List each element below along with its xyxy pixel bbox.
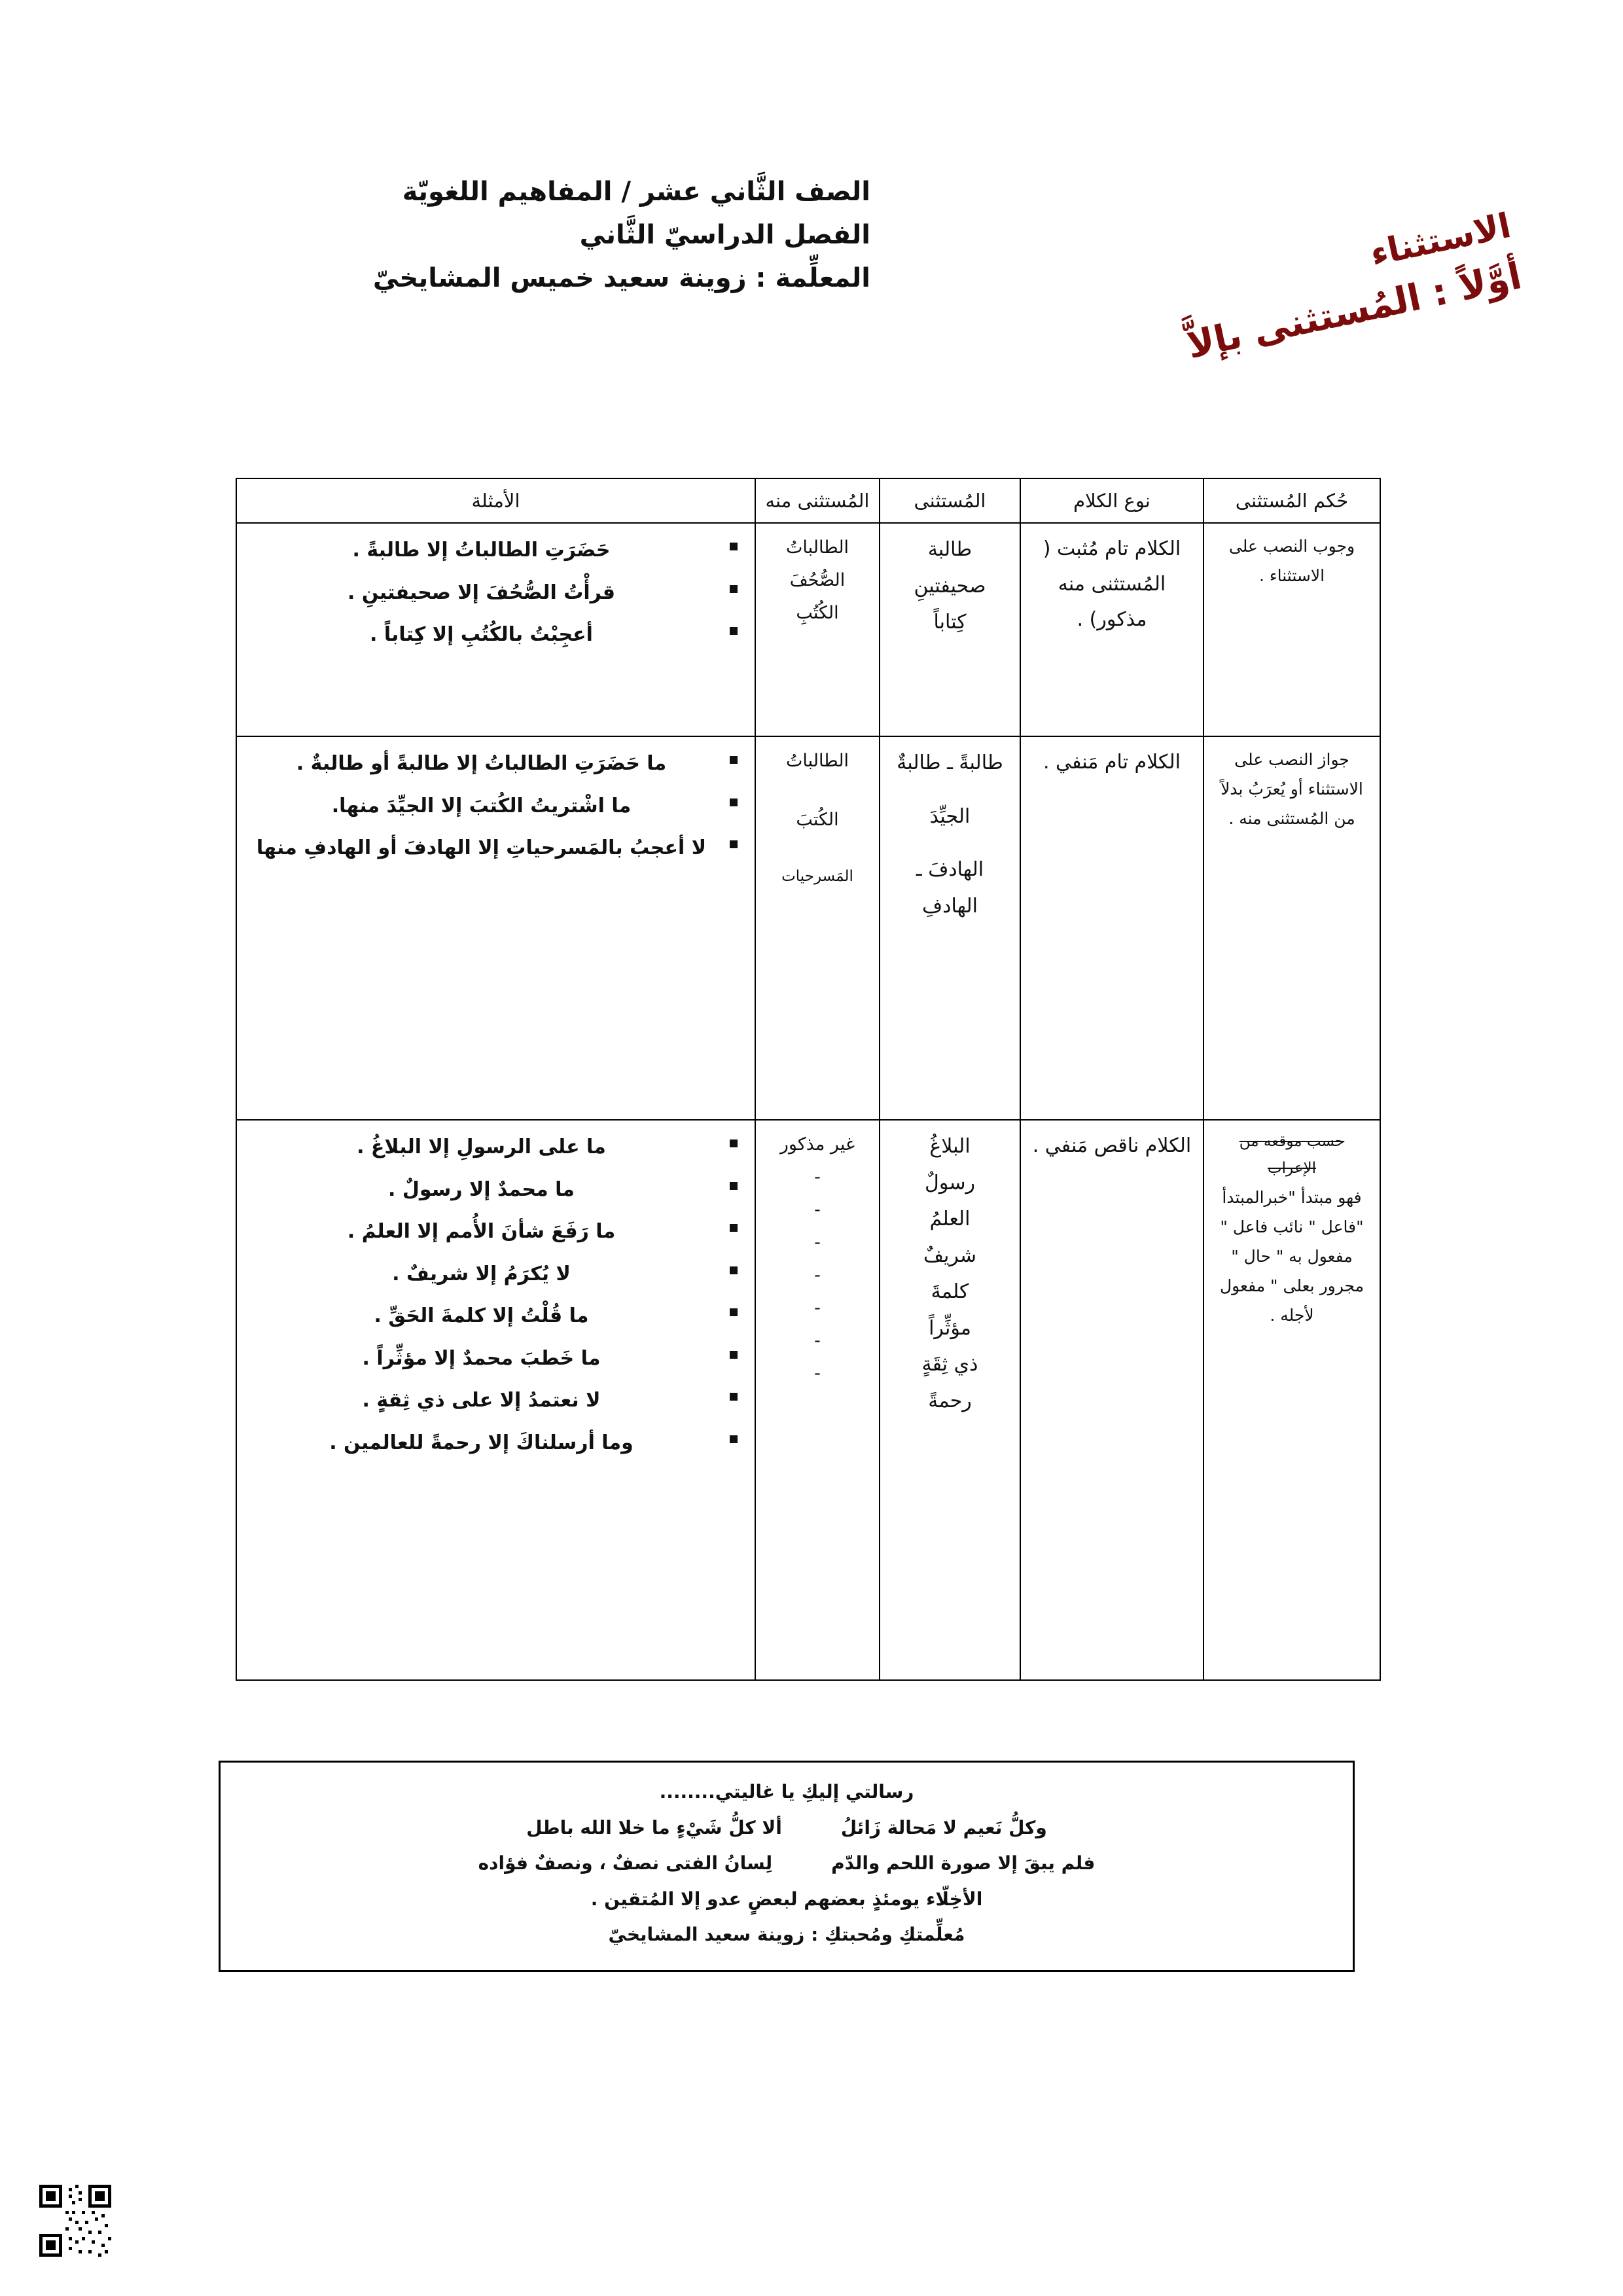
example-item: لا يُكرَمُ إلا شريفٌ . <box>246 1255 717 1294</box>
signature-line: مُعلِّمتكِ ومُحبتكِ : زوينة سعيد المشايخيّ <box>608 1924 965 1946</box>
verse-line-1 <box>240 1810 1333 1846</box>
cell-mustathna-3 <box>880 1120 1020 1680</box>
course-term-line: الفصل الدراسيّ الثَّاني <box>579 220 870 250</box>
table-row <box>236 736 1380 1120</box>
example-item: ما قُلْتُ إلا كلمةَ الحَقِّ . <box>246 1297 717 1336</box>
minh-dash: - <box>814 1232 821 1253</box>
mustathna-item: كِتاباً <box>933 611 967 634</box>
minh-dash: - <box>814 1265 821 1285</box>
lesson-title-block <box>1119 164 1525 368</box>
mustathna-item: طالبةً ـ طالبةٌ <box>897 751 1003 774</box>
cell-amthila-3 <box>236 1120 755 1680</box>
cell-amthila-1 <box>236 523 755 736</box>
minh-dash: - <box>814 1166 821 1187</box>
mustathna-item: العلمُ <box>929 1208 971 1230</box>
mustathna-item: صحيفتينِ <box>914 574 986 598</box>
verse-line-2 <box>240 1846 1333 1882</box>
example-item: قرأْتُ الصُّحُفَ إلا صحيفتينِ . <box>246 574 717 613</box>
verse-1-left: وكلُّ نَعيم لا مَحالة زَائلُ <box>840 1816 1047 1839</box>
course-grade-line: الصف الثَّاني عشر / المفاهيم اللغويّة <box>402 177 870 207</box>
table-header-row <box>236 478 1380 523</box>
grammar-table-wrapper <box>236 478 1381 1681</box>
cell-minh-3 <box>755 1120 880 1680</box>
mustathna-item: رحمةً <box>928 1389 972 1412</box>
mustathna-item: طالبة <box>927 538 972 561</box>
minh-item: الطالباتُ <box>785 537 849 558</box>
example-item: ما خَطبَ محمدٌ إلا مؤثِّراً . <box>246 1340 717 1378</box>
cell-mustathna-1 <box>880 523 1020 736</box>
verse-2-left: فلم يبقَ إلا صورة اللحم والدّم <box>831 1852 1096 1874</box>
mustathna-item: رسولٌ <box>925 1171 975 1194</box>
verse-1-right: ألا كلُّ شَيْءٍ ما خلا الله باطل <box>526 1816 782 1839</box>
minh-item: الكُتُبِ <box>796 602 839 623</box>
cell-mustathna-2 <box>880 736 1020 1120</box>
quran-line: الأخِلّاء يومئذٍ بعضهم لبعضٍ عدو إلا المُتقين . <box>590 1888 983 1910</box>
minh-item: الكُتبَ <box>796 809 839 830</box>
grammar-table <box>236 478 1381 1681</box>
document-header <box>0 164 1623 380</box>
mustathna-item: الجيِّدَ <box>929 804 971 828</box>
col-header-mustathna-minh: المُستثنى منه <box>755 478 880 523</box>
col-header-amthila: الأمثلة <box>236 478 755 523</box>
cell-minh-2 <box>755 736 880 1120</box>
minh-dash: - <box>814 1199 821 1220</box>
minh-dash: - <box>814 1330 821 1351</box>
table-row <box>236 1120 1380 1680</box>
example-item: ما اشْتريتُ الكُتبَ إلا الجيِّدَ منها. <box>246 787 717 826</box>
example-item: وما أرسلناكَ إلا رحمةً للعالمين . <box>246 1424 717 1463</box>
minh-item: المَسرحيات <box>781 867 853 885</box>
minh-dash: - <box>814 1297 821 1318</box>
mustathna-item: الهادفَ ـ الهادفِ <box>916 858 984 918</box>
cell-naw-3: الكلام ناقص مَنفي . <box>1020 1120 1204 1680</box>
closing-greeting: رسالتي إليكِ يا غاليتي........ <box>659 1781 914 1803</box>
mustathna-item: شريفٌ <box>923 1244 977 1267</box>
cell-minh-1 <box>755 523 880 736</box>
example-item: ما حَضَرَتِ الطالباتُ إلا طالبةً أو طالبةٌ . <box>246 745 717 783</box>
cell-hukm-2: جواز النصب على الاستثناء أو يُعرَبُ بدلاً من المُستثنى منه . <box>1204 736 1380 1120</box>
col-header-mustathna: المُستثنى <box>880 478 1020 523</box>
example-item: لا أعجبُ بالمَسرحياتِ إلا الهادفَ أو الهادفِ منها <box>246 829 717 868</box>
teacher-name-line: المعلِّمة : زوينة سعيد خميس المشايخيّ <box>372 263 870 293</box>
cell-amthila-2 <box>236 736 755 1120</box>
minh-dash: - <box>814 1363 821 1384</box>
mustathna-item: ذي ثِقَةٍ <box>921 1353 978 1376</box>
lesson-title-sub: أوَّلاً : المُستثنى بإلاَّ <box>1183 255 1525 368</box>
table-row <box>236 523 1380 736</box>
cell-naw-1: الكلام تام مُثبت ( المُستثنى منه مذكور) . <box>1020 523 1204 736</box>
example-item: ما محمدٌ إلا رسولٌ . <box>246 1171 717 1210</box>
cell-hukm-1: وجوب النصب على الاستثناء . <box>1204 523 1380 736</box>
verse-2-right: لِسانُ الفتى نصفٌ ، ونصفٌ فؤاده <box>478 1852 773 1874</box>
example-item: ما على الرسولِ إلا البلاغُ . <box>246 1128 717 1167</box>
col-header-naw: نوع الكلام <box>1020 478 1204 523</box>
qr-code-icon <box>39 2185 111 2257</box>
example-item: ما رَفَعَ شأنَ الأُمم إلا العلمُ . <box>246 1213 717 1251</box>
example-item: لا نعتمدُ إلا على ذي ثِقةٍ . <box>246 1382 717 1420</box>
cell-hukm-3 <box>1204 1120 1380 1680</box>
course-info-block <box>373 170 870 300</box>
example-item: أعجِبْتُ بالكُتُبِ إلا كِتاباً . <box>246 616 717 655</box>
mustathna-item: كلمةَ <box>931 1280 969 1303</box>
cell-naw-2: الكلام تام مَنفي . <box>1020 736 1204 1120</box>
mustathna-item: مؤثِّراً <box>929 1316 971 1340</box>
minh-item: الطالباتُ <box>785 751 849 771</box>
hukm-text: فهو مبتدأ "خبرالمبتدأ "فاعل " نائب فاعل " مفعول به " حال " مجرور بعلى " مفعول لأجله . <box>1219 1187 1364 1325</box>
example-item: حَضَرَتِ الطالباتُ إلا طالبةً . <box>246 531 717 570</box>
col-header-hukm: حُكم المُستثنى <box>1204 478 1380 523</box>
lesson-title-main: الاستثناء <box>1366 206 1514 274</box>
hukm-strikethrough-note: حسب موقعه من الإعراب <box>1239 1133 1345 1177</box>
minh-item: الصُّحُفَ <box>789 569 846 590</box>
closing-message-box <box>219 1761 1355 1972</box>
minh-not-mentioned: غير مذكور <box>779 1134 855 1155</box>
mustathna-item: البلاغُ <box>929 1135 971 1158</box>
